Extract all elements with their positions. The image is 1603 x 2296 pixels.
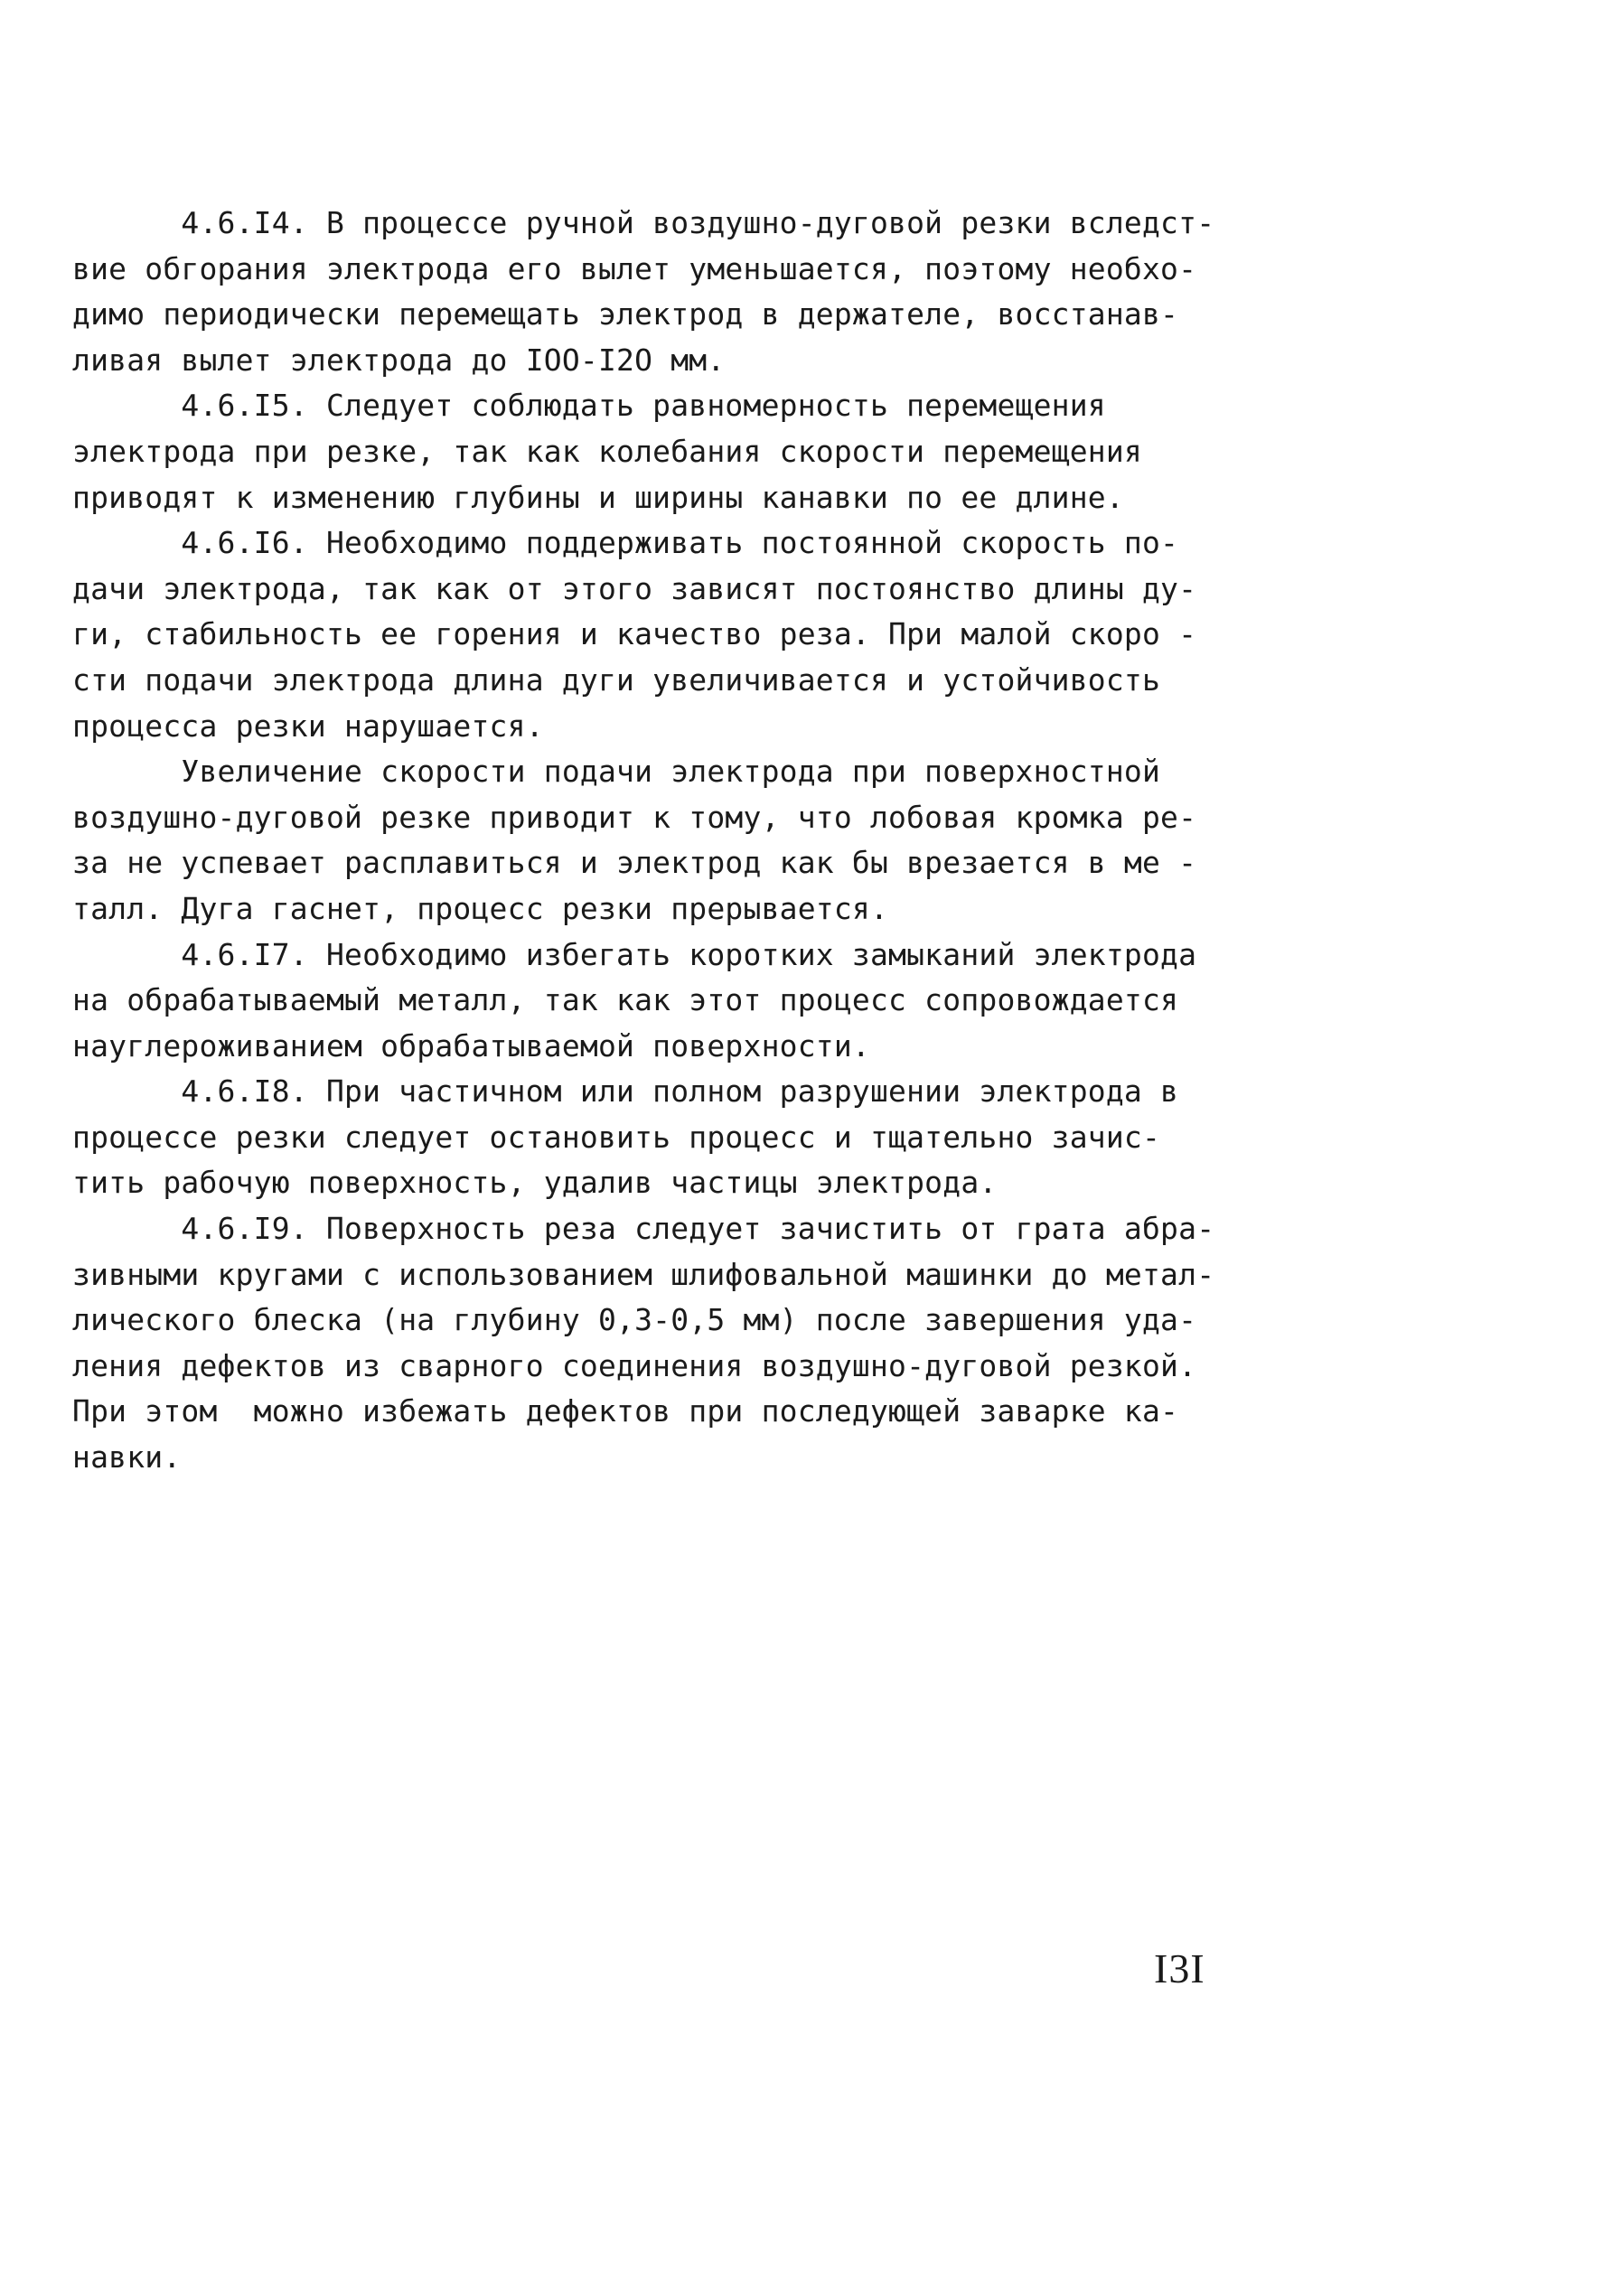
text-line: зивными кругами с использованием шлифовальной машинки до метал- (72, 1256, 1215, 1292)
text-line: 4.6.I8. При частичном или полном разрушении электрода в (72, 1073, 1179, 1110)
text-line: При этом можно избежать дефектов при последующей заварке ка- (72, 1393, 1179, 1429)
text-line: на обрабатываемый металл, так как этот процесс сопровождается (72, 982, 1179, 1018)
text-line: талл. Дуга гаснет, процесс резки прерывается. (72, 890, 889, 926)
body-text (72, 201, 1265, 1481)
text-line: дачи электрода, так как от этого зависят постоянство длины ду- (72, 570, 1197, 606)
text-line: 4.6.I9. Поверхность реза следует зачистить от грата абра- (72, 1211, 1215, 1247)
text-line: тить рабочую поверхность, удалив частицы электрода. (72, 1165, 998, 1201)
text-line: процессе резки следует остановить процесс и тщательно зачис- (72, 1119, 1161, 1155)
text-line: 4.6.I7. Необходимо избегать коротких замыканий электрода (72, 936, 1197, 972)
text-line: воздушно-дуговой резке приводит к тому, что лобовая кромка ре- (72, 799, 1197, 835)
text-line: 4.6.I6. Необходимо поддерживать постоянной скорость по- (72, 525, 1179, 561)
text-line: лического блеска (на глубину 0,3-0,5 мм) после завершения уда- (72, 1302, 1197, 1338)
text-line: процесса резки нарушается. (72, 708, 544, 744)
text-line: вие обгорания электрода его вылет уменьшается, поэтому необхо- (72, 250, 1197, 286)
text-line: 4.6.I5. Следует соблюдать равномерность перемещения (72, 388, 1106, 424)
text-line: приводят к изменению глубины и ширины канавки по ее длине. (72, 479, 1124, 515)
text-line: ления дефектов из сварного соединения воздушно-дуговой резкой. (72, 1347, 1197, 1383)
text-line: 4.6.I4. В процессе ручной воздушно-дуговой резки вследст- (72, 205, 1215, 240)
text-line: навки. (72, 1439, 182, 1476)
text-line: Увеличение скорости подачи электрода при поверхностной (72, 754, 1161, 790)
text-line: ливая вылет электрода до IOO-I2O мм. (72, 342, 726, 378)
text-line: димо периодически перемещать электрод в держателе, восстанав- (72, 296, 1179, 333)
page-number: I3I (1154, 1945, 1205, 1991)
text-line: науглероживанием обрабатываемой поверхности. (72, 1027, 870, 1064)
text-line: сти подачи электрода длина дуги увеличивается и устойчивость (72, 661, 1161, 698)
text-line: электрода при резке, так как колебания скорости перемещения (72, 433, 1142, 469)
text-line: за не успевает расплавиться и электрод как бы врезается в ме - (72, 845, 1197, 881)
text-line: ги, стабильность ее горения и качество реза. При малой скоро - (72, 616, 1197, 652)
